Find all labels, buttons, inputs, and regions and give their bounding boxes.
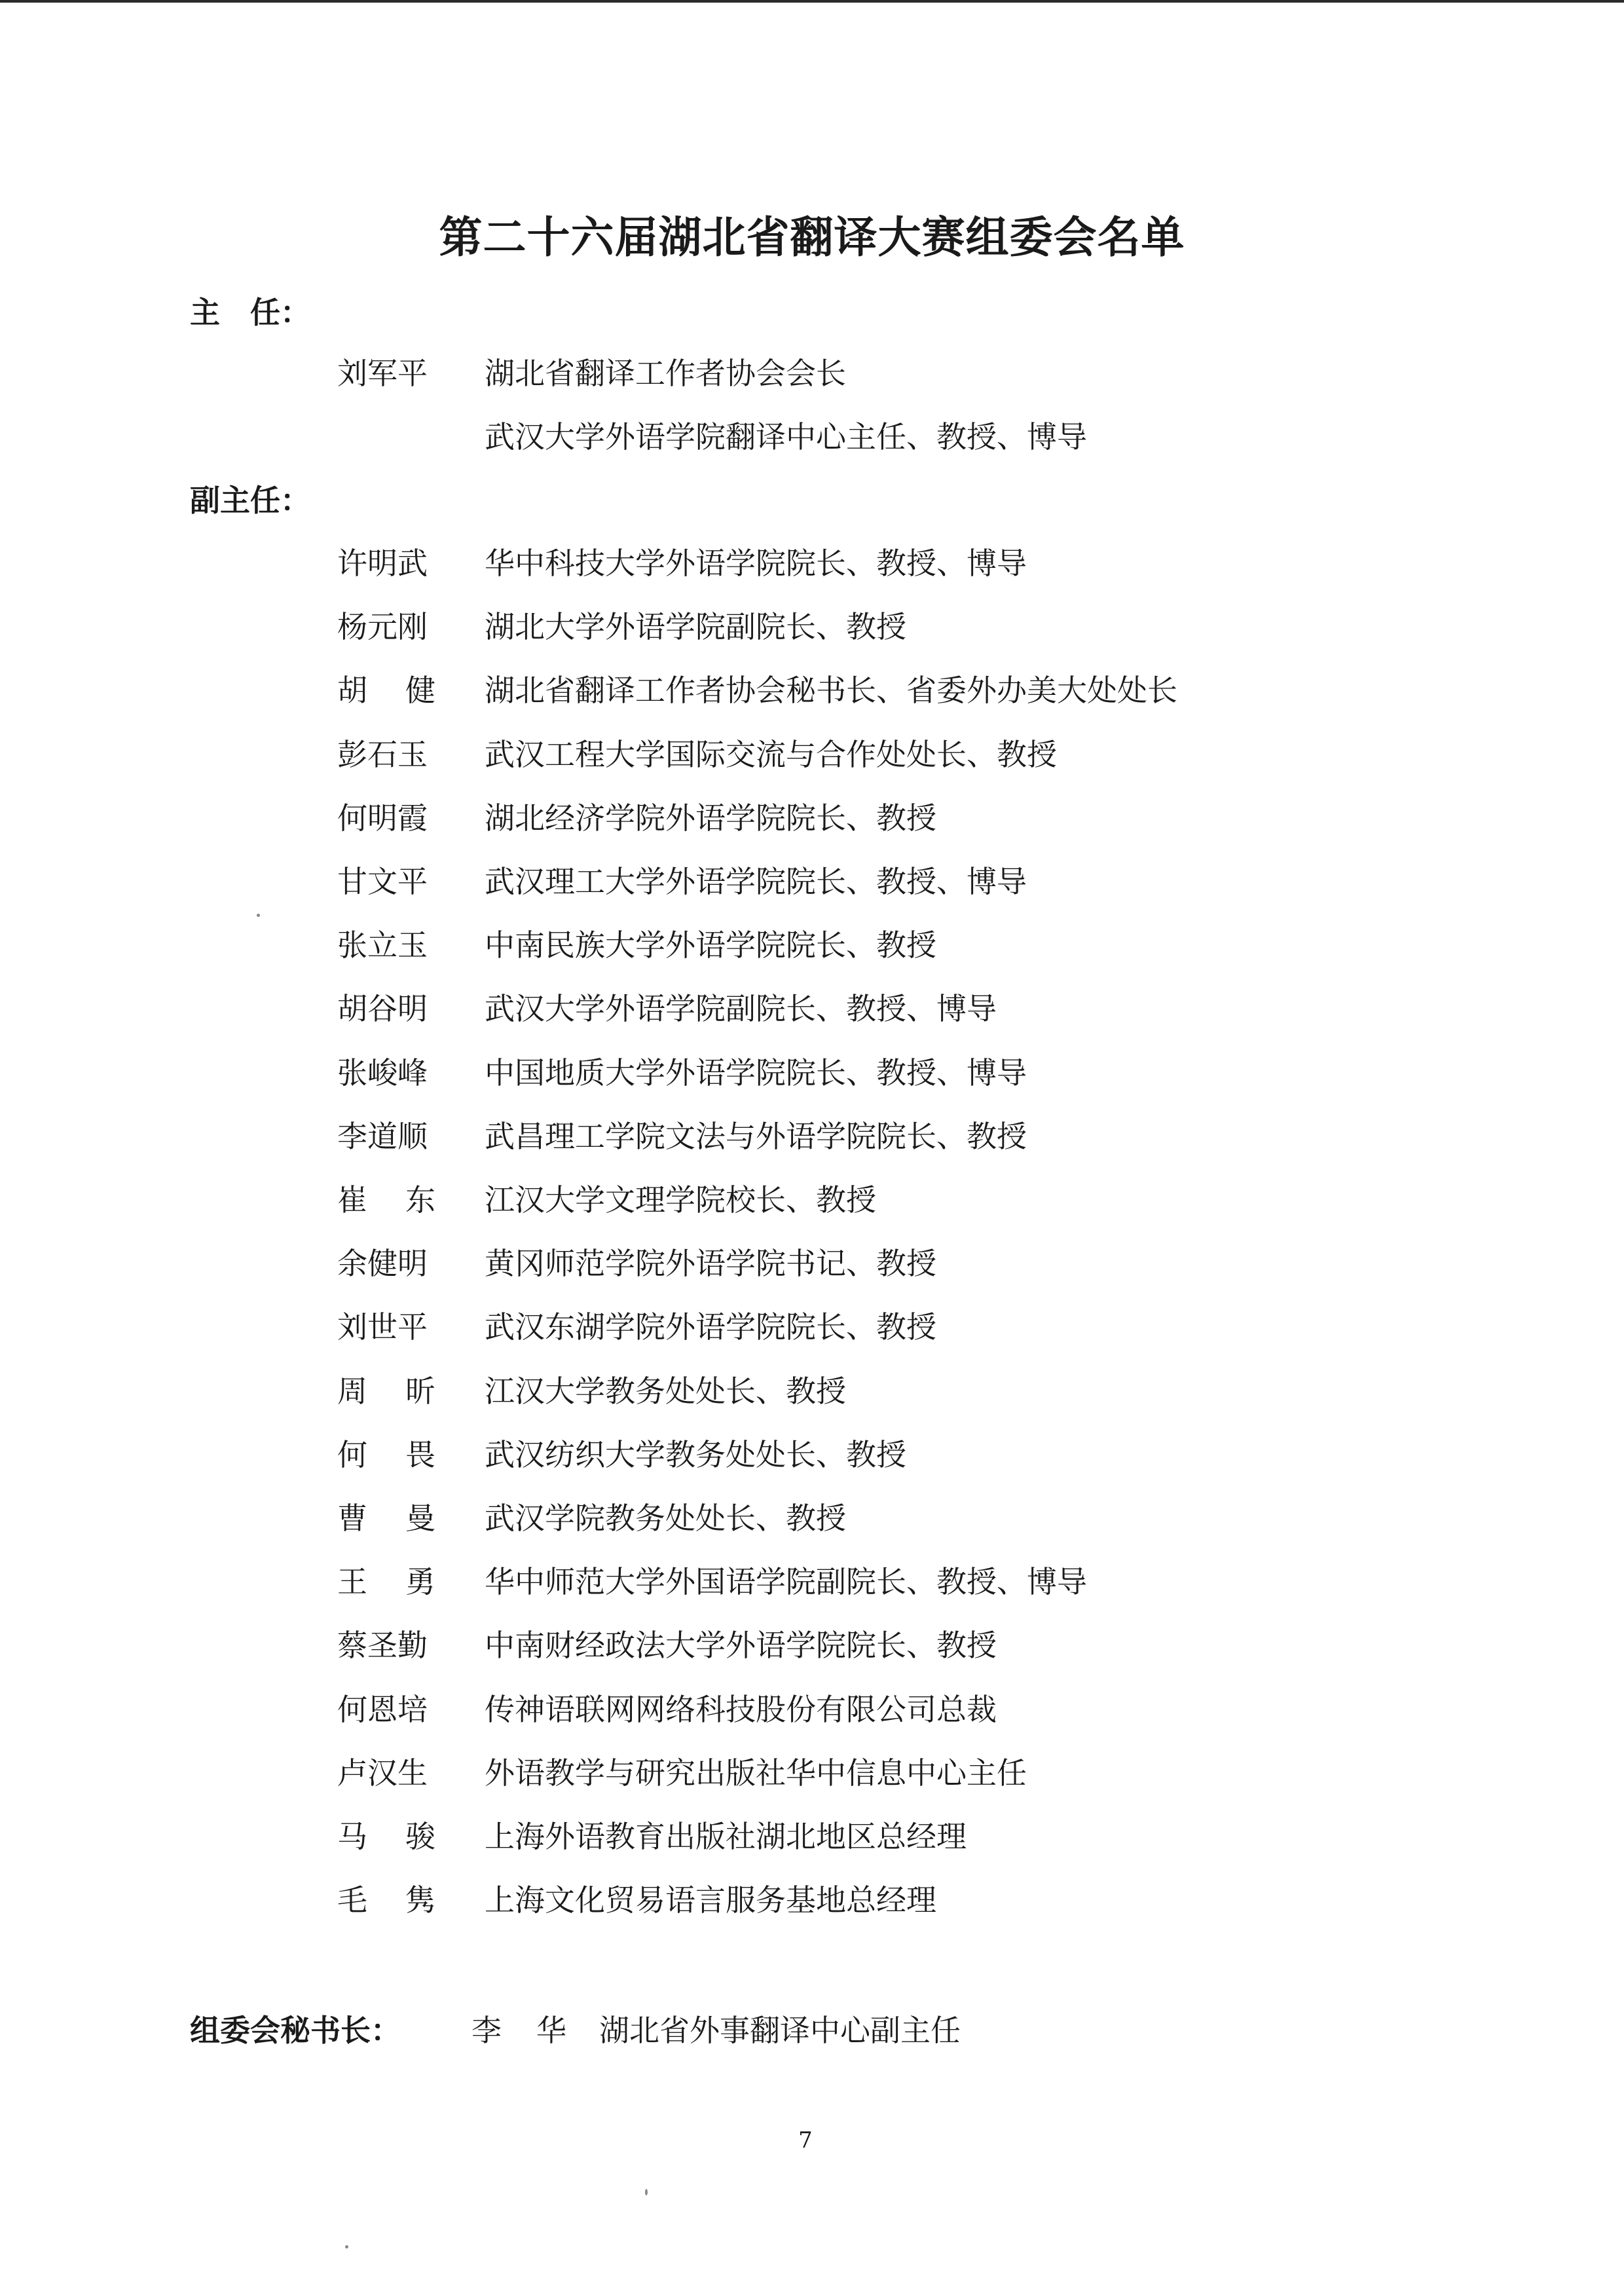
member-name: 张立玉	[337, 927, 428, 963]
member-role: 湖北经济学院外语学院院长、教授	[485, 800, 936, 836]
page-number: 7	[798, 2127, 813, 2154]
vice-chair-row	[0, 542, 1624, 584]
vice-chair-row	[0, 1497, 1624, 1539]
member-role: 传神语联网网络科技股份有限公司总裁	[485, 1691, 997, 1727]
member-name: 刘世平	[337, 1309, 428, 1345]
member-role: 上海文化贸易语言服务基地总经理	[485, 1882, 936, 1918]
member-role: 武汉理工大学外语学院院长、教授、博导	[485, 864, 1027, 899]
secretary-general-row	[190, 2009, 1500, 2051]
vice-chair-row	[0, 1624, 1624, 1666]
member-name: 彭石玉	[337, 736, 428, 772]
vice-chair-row	[0, 669, 1624, 711]
member-name: 余健明	[337, 1246, 428, 1282]
vice-chair-row	[0, 1052, 1624, 1094]
vice-chair-row	[0, 1561, 1624, 1603]
member-name: 何畏	[337, 1436, 435, 1472]
chair-row-2	[0, 416, 1624, 458]
vice-chair-row	[0, 1434, 1624, 1476]
member-role: 湖北大学外语学院副院长、教授	[485, 609, 906, 645]
member-name: 张峻峰	[337, 1054, 428, 1091]
member-name: 许明武	[337, 546, 428, 581]
vice-chair-row	[0, 1370, 1624, 1412]
vice-chair-row	[0, 797, 1624, 839]
scan-edge-line	[0, 0, 1624, 3]
member-role: 武汉学院教务处处长、教授	[485, 1501, 846, 1536]
secretary-general-name: 李华	[471, 2013, 566, 2048]
member-role: 中国地质大学外语学院院长、教授、博导	[485, 1054, 1027, 1091]
chair-row	[0, 352, 1624, 394]
chair-role-1: 湖北省翻译工作者协会会长	[485, 356, 846, 391]
member-role: 江汉大学教务处处长、教授	[485, 1373, 846, 1409]
scan-speck	[257, 914, 260, 917]
chair-name: 刘军平	[337, 356, 428, 391]
vice-chair-row	[0, 861, 1624, 903]
member-role: 武汉东湖学院外语学院院长、教授	[485, 1309, 936, 1345]
member-role: 中南民族大学外语学院院长、教授	[485, 927, 936, 963]
member-role: 武昌理工学院文法与外语学院院长、教授	[485, 1118, 1027, 1154]
member-name: 毛隽	[337, 1882, 435, 1918]
member-name: 甘文平	[337, 864, 428, 899]
vice-chair-row	[0, 606, 1624, 648]
vice-chair-row	[0, 1816, 1624, 1857]
chair-role-2: 武汉大学外语学院翻译中心主任、教授、博导	[485, 419, 1087, 455]
secretary-general-label: 组委会秘书长：	[190, 2013, 401, 2048]
member-name: 李道顺	[337, 1118, 428, 1154]
member-name: 崔东	[337, 1182, 435, 1218]
member-role: 华中科技大学外语学院院长、教授、博导	[485, 546, 1027, 581]
vice-chair-row	[0, 1306, 1624, 1348]
vice-chair-row	[0, 924, 1624, 966]
member-role: 武汉纺织大学教务处处长、教授	[485, 1436, 906, 1472]
member-name: 胡谷明	[337, 991, 428, 1027]
member-name: 周昕	[337, 1373, 435, 1409]
vice-chair-row	[0, 1179, 1624, 1221]
member-role: 外语教学与研究出版社华中信息中心主任	[485, 1755, 1027, 1791]
secretary-general-role: 湖北省外事翻译中心副主任	[599, 2013, 961, 2048]
vice-chair-row	[0, 1689, 1624, 1730]
member-role: 黄冈师范学院外语学院书记、教授	[485, 1246, 936, 1282]
member-role: 江汉大学文理学院校长、教授	[485, 1182, 876, 1218]
member-role: 湖北省翻译工作者协会秘书长、省委外办美大处处长	[485, 673, 1177, 709]
member-role: 武汉工程大学国际交流与合作处处长、教授	[485, 736, 1057, 772]
vice-chair-row	[0, 1115, 1624, 1157]
member-name: 王勇	[337, 1564, 435, 1600]
member-name: 卢汉生	[337, 1755, 428, 1791]
member-name: 马骏	[337, 1819, 435, 1854]
member-role: 武汉大学外语学院副院长、教授、博导	[485, 991, 997, 1027]
vice-chair-row	[0, 1879, 1624, 1921]
member-name: 曹曼	[337, 1501, 435, 1536]
member-role: 上海外语教育出版社湖北地区总经理	[485, 1819, 967, 1854]
scan-speck	[345, 2245, 348, 2248]
document-title: 第二十六届湖北省翻译大赛组委会名单	[439, 212, 1185, 263]
member-role: 中南财经政法大学外语学院院长、教授	[485, 1628, 997, 1664]
member-name: 胡健	[337, 673, 435, 709]
scan-speck	[645, 2189, 648, 2195]
vice-chair-row	[0, 734, 1624, 775]
member-name: 杨元刚	[337, 609, 428, 645]
member-role: 华中师范大学外国语学院副院长、教授、博导	[485, 1564, 1087, 1600]
vice-chairs-heading: 副主任：	[190, 483, 310, 518]
member-name: 何恩培	[337, 1691, 428, 1727]
vice-chair-row	[0, 1752, 1624, 1794]
member-name: 蔡圣勤	[337, 1628, 428, 1664]
chair-heading: 主 任：	[190, 295, 310, 330]
vice-chair-row	[0, 988, 1624, 1030]
member-name: 何明霞	[337, 800, 428, 836]
vice-chair-row	[0, 1242, 1624, 1284]
